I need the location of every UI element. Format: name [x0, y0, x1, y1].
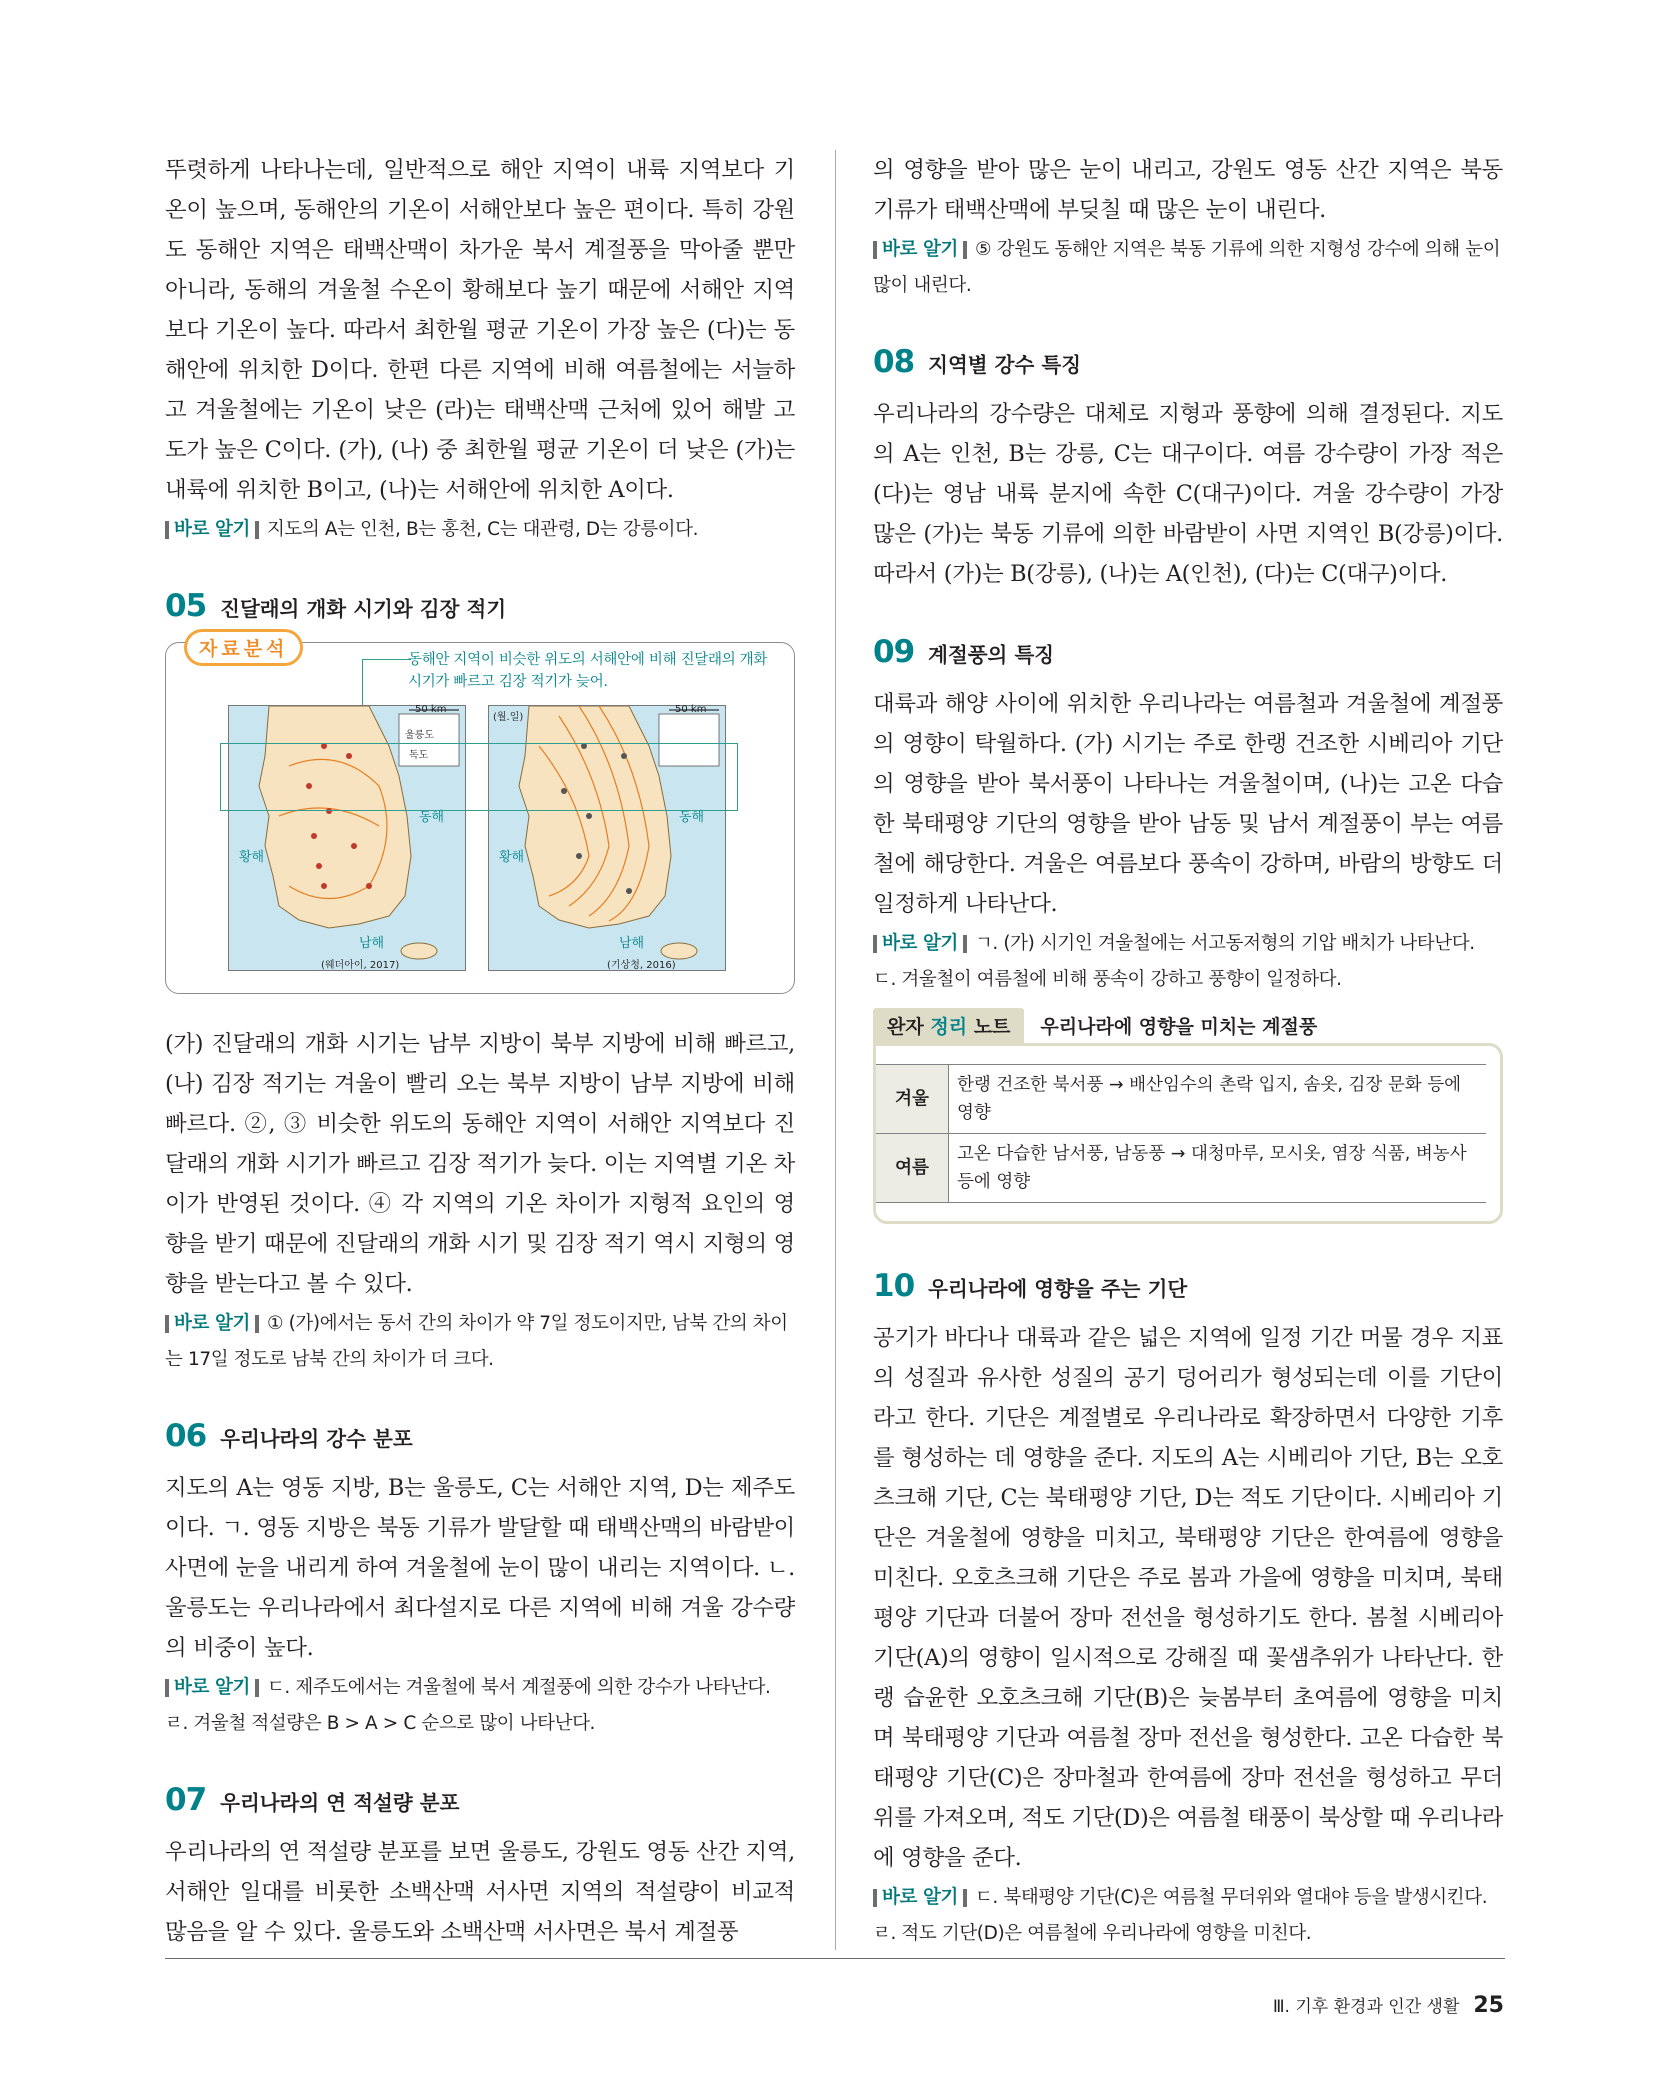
section-number: 06 [165, 1418, 207, 1454]
note-text: ㄷ. 북태평양 기단(C)은 여름철 무더위와 열대야 등을 발생시킨다. ㄹ. 적도 기단(D)은 여름철에 우리나라에 영향을 미친다. [873, 1887, 1488, 1944]
note-badge: 바로 알기 [165, 1315, 259, 1333]
section-07-header [165, 1782, 795, 1824]
note-text: 지도의 A는 인천, B는 홍천, C는 대관령, D는 강릉이다. [266, 519, 699, 540]
note-09 [873, 926, 1503, 998]
note-text: ㄱ. (가) 시기인 겨울철에는 서고동저형의 기압 배치가 나타난다. ㄷ. 겨울철이 여름철에 비해 풍속이 강하고 풍향이 일정하다. [873, 933, 1475, 990]
figure-data-analysis [165, 638, 795, 994]
map-b-south-sea: 남해 [619, 936, 645, 951]
note-05 [165, 1306, 795, 1378]
section-10-header [873, 1268, 1503, 1310]
summary-tab [873, 1008, 1024, 1043]
map-a-ulleung: 울릉도 [405, 730, 434, 741]
paragraph-intro: 뚜렷하게 나타나는데, 일반적으로 해안 지역이 내륙 지역보다 기온이 높으며, 동해안의 기온이 서해안보다 높은 편이다. 특히 강원도 동해안 지역은 태백산맥이 차가운 북서 계절풍을 막아줄 뿐만 아니라, 동해의 겨울철 수온이 황해보다 높기 때문에 서해안 지역보다 기온이 높다. 따라서 최한월 평균 기온이 가장 높은 (다)는 동해안에 위치한 D이다. 한편 다른 지역에 비해 여름철에는 서늘하고 겨울철에는 기온이 낮은 (라)는 태백산맥 근처에 있어 해발 고도가 높은 C이다. (가), (나) 중 최한월 평균 기온이 더 낮은 (가)는 내륙에 위치한 B이고, (나)는 서해안에 위치한 A이다. [165, 157, 795, 503]
table-row [876, 1065, 1486, 1134]
section-number: 07 [165, 1782, 207, 1818]
chapter-title: Ⅲ. 기후 환경과 인간 생활 [1272, 1997, 1460, 2017]
summary-title: 우리나라에 영향을 미치는 계절풍 [1040, 1016, 1318, 1038]
section-05-header [165, 588, 795, 630]
section-title: 계절풍의 특징 [928, 643, 1055, 667]
map-b-yellow-sea: 황해 [499, 850, 525, 865]
summary-table [876, 1064, 1486, 1203]
note-text: ㄷ. 제주도에서는 겨울철에 북서 계절풍에 의한 강수가 나타난다. ㄹ. 겨울철 적설량은 B > A > C 순으로 많이 나타난다. [165, 1677, 771, 1734]
note-badge: 바로 알기 [873, 935, 967, 953]
note-badge: 바로 알기 [165, 1679, 259, 1697]
page-footer [1273, 1992, 1504, 2018]
note-10 [873, 1880, 1503, 1952]
map-b-east-sea: 동해 [679, 810, 705, 825]
note-text: ① (가)에서는 동서 간의 차이가 약 7일 정도이지만, 남북 간의 차이는 17일 정도로 남북 간의 차이가 더 크다. [165, 1313, 788, 1370]
summary-header [873, 1008, 1503, 1043]
note-intro [165, 512, 795, 548]
note-badge: 바로 알기 [873, 1889, 967, 1907]
map-a-scale: 50 km [415, 704, 447, 715]
section-title: 지역별 강수 특징 [928, 353, 1082, 377]
left-column [165, 150, 795, 1952]
section-06-header [165, 1418, 795, 1460]
note-badge: 바로 알기 [873, 241, 967, 259]
paragraph-05: (가) 진달래의 개화 시기는 남부 지방이 북부 지방에 비해 빠르고, (나) 김장 적기는 겨울이 빨리 오는 북부 지방이 남부 지방에 비해 빠르다. ②, ③ 비슷한 위도의 동해안 지역이 서해안 지역보다 진달래의 개화 시기가 빠르고 김장 적기가 늦다. 이는 지역별 기온 차이가 반영된 것이다. ④ 각 지역의 기온 차이가 지형적 요인의 영향을 받기 때문에 진달래의 개화 시기 및 김장 적기 역시 지형의 영향을 받는다고 볼 수 있다. [165, 1031, 795, 1297]
note-06 [165, 1670, 795, 1742]
section-title: 진달래의 개화 시기와 김장 적기 [220, 597, 507, 621]
description-cell: 고온 다습한 남서풍, 남동풍 → 대청마루, 모시옷, 염장 식품, 벼농사 등에 영향 [949, 1134, 1487, 1203]
season-cell: 겨울 [876, 1065, 949, 1134]
paragraph-08: 우리나라의 강수량은 대체로 지형과 풍향에 의해 결정된다. 지도의 A는 인천, B는 강릉, C는 대구이다. 여름 강수량이 가장 적은 (다)는 영남 내륙 분지에 속한 C(대구)이다. 겨울 강수량이 가장 많은 (가)는 북동 기류에 의한 바람받이 사면 지역인 B(강릉)이다. 따라서 (가)는 B(강릉), (나)는 A(인천), (다)는 C(대구)이다. [873, 401, 1503, 587]
section-09-header [873, 634, 1503, 676]
note-continued [873, 232, 1503, 304]
map-a-yellow-sea: 황해 [239, 850, 265, 865]
summary-tab-accent: 정리 [930, 1016, 968, 1038]
right-column [873, 150, 1503, 1952]
paragraph-continued: 의 영향을 받아 많은 눈이 내리고, 강원도 영동 산간 지역은 북동 기류가 태백산맥에 부딪칠 때 많은 눈이 내린다. [873, 157, 1503, 223]
table-row [876, 1134, 1486, 1203]
latitude-highlight [220, 743, 738, 811]
section-number: 10 [873, 1268, 915, 1304]
section-08-header [873, 344, 1503, 386]
note-text: ⑤ 강원도 동해안 지역은 북동 기류에 의한 지형성 강수에 의해 눈이 많이 내린다. [873, 239, 1501, 296]
section-number: 08 [873, 344, 915, 380]
summary-tab-prefix: 완자 [887, 1016, 924, 1038]
page-number: 25 [1473, 1993, 1504, 2018]
summary-box [873, 1043, 1503, 1224]
description-cell: 한랭 건조한 북서풍 → 배산임수의 촌락 입지, 솜옷, 김장 문화 등에 영향 [949, 1065, 1487, 1134]
paragraph-10: 공기가 바다나 대륙과 같은 넓은 지역에 일정 기간 머물 경우 지표의 성질과 유사한 성질의 공기 덩어리가 형성되는데 이를 기단이라고 한다. 기단은 계절별로 우리나라로 확장하면서 다양한 기후를 형성하는 데 영향을 준다. 지도의 A는 시베리아 기단, B는 오호츠크해 기단, C는 북태평양 기단, D는 적도 기단이다. 시베리아 기단은 겨울철에 영향을 미치고, 북태평양 기단은 한여름에 영향을 미친다. 오호츠크해 기단은 주로 봄과 가을에 영향을 미치며, 북태평양 기단과 더불어 장마 전선을 형성하기도 한다. 봄철 시베리아 기단(A)의 영향이 일시적으로 강해질 때 꽃샘추위가 나타난다. 한랭 습윤한 오호츠크해 기단(B)은 늦봄부터 초여름에 영향을 미치며 북태평양 기단과 여름철 장마 전선을 형성한다. 고온 다습한 북태평양 기단(C)은 장마철과 한여름에 장마 전선을 형성하고 무더위를 가져오며, 적도 기단(D)은 여름철 태풍이 북상할 때 우리나라에 영향을 준다. [873, 1325, 1503, 1871]
paragraph-06: 지도의 A는 영동 지방, B는 울릉도, C는 서해안 지역, D는 제주도이다. ㄱ. 영동 지방은 북동 기류가 발달할 때 태백산맥의 바람받이 사면에 눈을 내리게 하여 겨울철에 눈이 많이 내리는 지역이다. ㄴ. 울릉도는 우리나라에서 최다설지로 다른 지역에 비해 겨울 강수량의 비중이 높다. [165, 1475, 795, 1661]
map-a-south-sea: 남해 [359, 936, 385, 951]
paragraph-09: 대륙과 해양 사이에 위치한 우리나라는 여름철과 겨울철에 계절풍의 영향이 탁월하다. (가) 시기는 주로 한랭 건조한 시베리아 기단의 영향을 받아 북서풍이 나타나는 겨울철이며, (나)는 고온 다습한 북태평양 기단의 영향을 받아 남동 및 남서 계절풍이 부는 여름철에 해당한다. 겨울은 여름보다 풍속이 강하며, 바람의 방향도 더 일정하게 나타난다. [873, 691, 1503, 917]
map-b-header: (월.일) [493, 712, 524, 723]
section-number: 05 [165, 588, 207, 624]
section-title: 우리나라의 연 적설량 분포 [220, 1791, 460, 1815]
paragraph-07: 우리나라의 연 적설량 분포를 보면 울릉도, 강원도 영동 산간 지역, 서해안 일대를 비롯한 소백산맥 서사면 지역의 적설량이 비교적 많음을 알 수 있다. 울릉도와 소백산맥 서사면은 북서 계절풍 [165, 1839, 795, 1945]
column-divider [835, 150, 836, 1950]
map-b-scale: 50 km [675, 704, 707, 715]
map-a-east-sea: 동해 [419, 810, 445, 825]
map-a-dokdo: 독도 [409, 750, 429, 761]
season-cell: 여름 [876, 1134, 949, 1203]
figure-callout: 동해안 지역이 비슷한 위도의 서해안에 비해 진달래의 개화 시기가 빠르고 김장 적기가 늦어. [408, 652, 768, 690]
section-title: 우리나라의 강수 분포 [220, 1427, 413, 1451]
map-a-source: (웨더아이, 2017) [321, 960, 400, 971]
footer-rule [165, 1958, 1505, 1959]
summary-tab-suffix: 노트 [973, 1016, 1011, 1038]
figure-badge: 자료분석 [184, 629, 303, 666]
section-number: 09 [873, 634, 915, 670]
section-title: 우리나라에 영향을 주는 기단 [928, 1277, 1188, 1301]
map-b-source: (기상청, 2016) [607, 960, 676, 971]
note-badge: 바로 알기 [165, 521, 259, 539]
